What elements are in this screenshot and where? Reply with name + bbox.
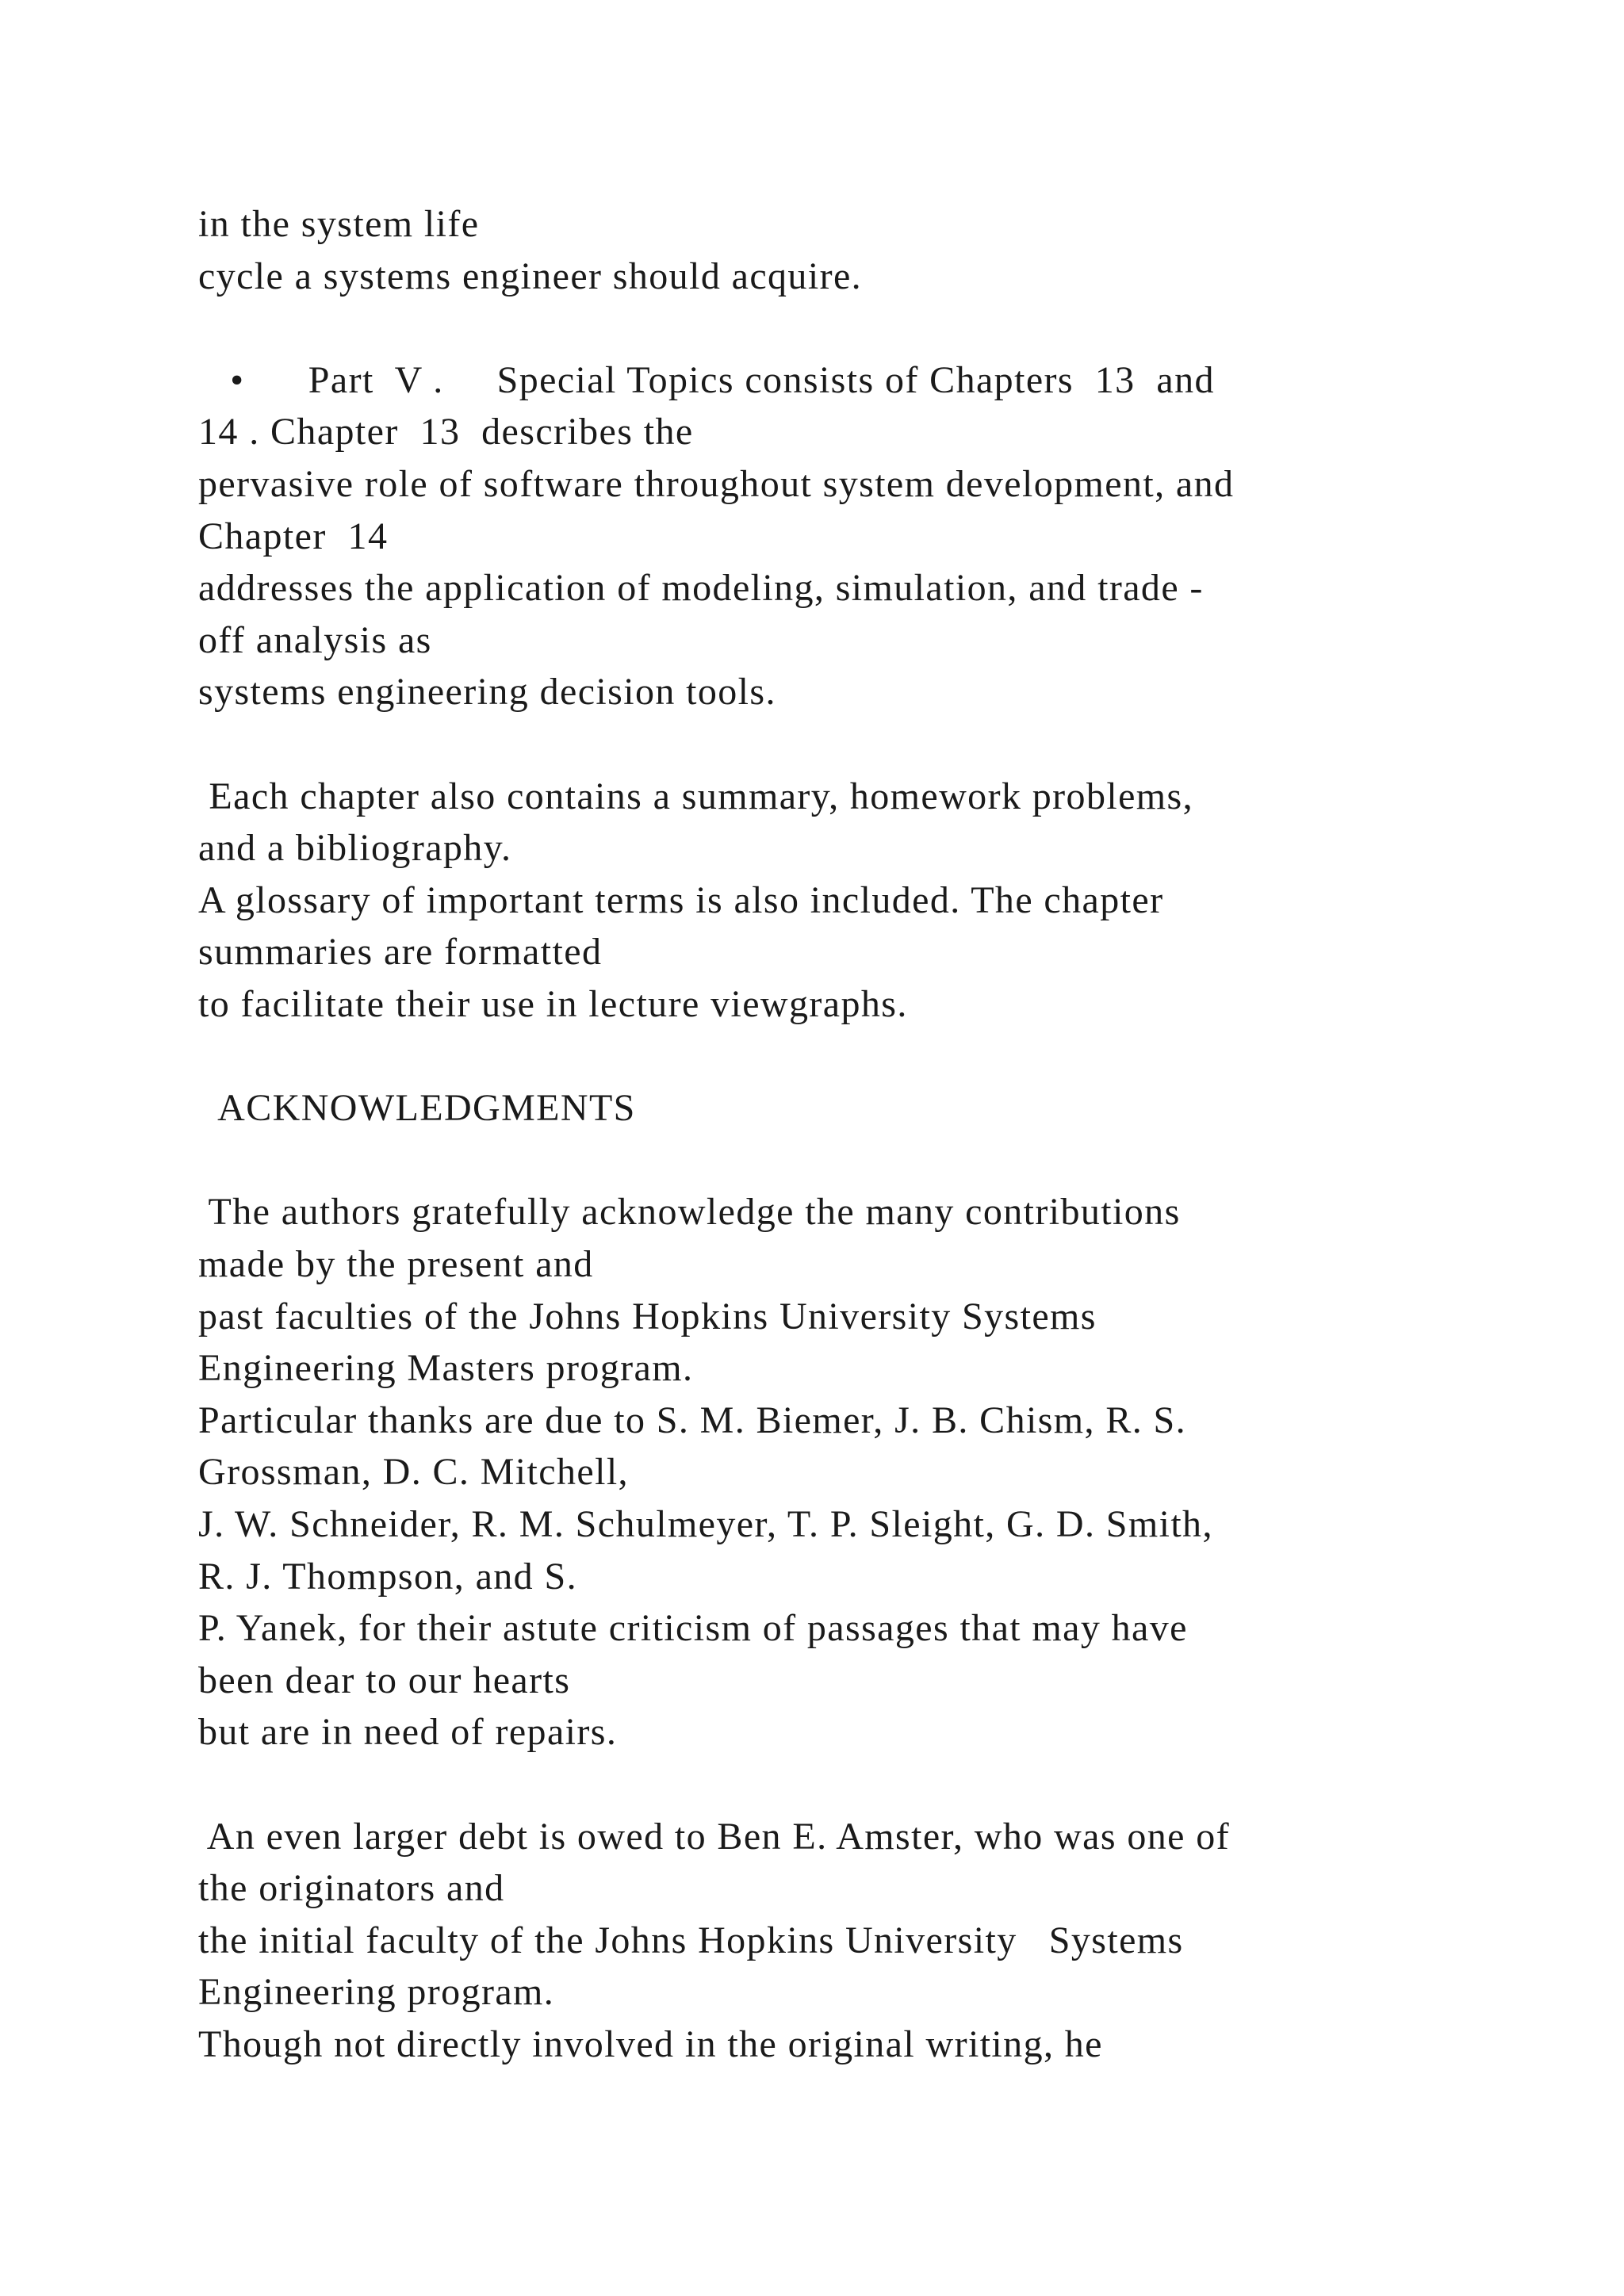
text-line: J. W. Schneider, R. M. Schulmeyer, T. P. Sleight, G. D. Smith, <box>198 1503 1213 1545</box>
text-line: systems engineering decision tools. <box>198 671 776 714</box>
text-line: in the system life <box>198 203 480 245</box>
text-line: Particular thanks are due to S. M. Biemer, J. B. Chism, R. S. <box>198 1399 1187 1441</box>
text-line: Chapter 14 <box>198 515 389 557</box>
text-line: • Part V . Special Topics consists of Chapters 13 and <box>198 358 1215 401</box>
document-page <box>198 0 1546 2296</box>
text-line: 14 . Chapter 13 describes the <box>198 411 694 453</box>
text-line: the initial faculty of the Johns Hopkins University Systems <box>198 1919 1184 1961</box>
text-line: Each chapter also contains a summary, homework problems, <box>198 775 1194 817</box>
text-line: R. J. Thompson, and S. <box>198 1555 577 1598</box>
text-line: Engineering program. <box>198 1971 555 2014</box>
text-line: off analysis as <box>198 618 432 661</box>
text-line: Grossman, D. C. Mitchell, <box>198 1451 629 1494</box>
text-line: summaries are formatted <box>198 931 603 974</box>
text-line: made by the present and <box>198 1243 594 1285</box>
text-line: addresses the application of modeling, simulation, and trade - <box>198 567 1204 610</box>
text-line: A glossary of important terms is also included. The chapter <box>198 878 1164 921</box>
text-line: P. Yanek, for their astute criticism of passages that may have <box>198 1607 1188 1650</box>
text-line: The authors gratefully acknowledge the many contributions <box>198 1191 1181 1234</box>
text-line: the originators and <box>198 1867 505 1910</box>
text-line: An even larger debt is owed to Ben E. Amster, who was one of <box>198 1815 1231 1858</box>
text-line: Though not directly involved in the original writing, he <box>198 2023 1103 2065</box>
text-line: pervasive role of software throughout system development, and <box>198 463 1235 505</box>
text-line: to facilitate their use in lecture viewgraphs. <box>198 983 908 1025</box>
text-line: and a bibliography. <box>198 827 512 870</box>
text-line: past faculties of the Johns Hopkins University Systems <box>198 1295 1097 1337</box>
text-line: been dear to our hearts <box>198 1659 571 1701</box>
text-line: but are in need of repairs. <box>198 1711 618 1754</box>
text-line: Engineering Masters program. <box>198 1347 694 1390</box>
text-line: ACKNOWLEDGMENTS <box>198 1087 636 1130</box>
text-line: cycle a systems engineer should acquire. <box>198 254 863 297</box>
